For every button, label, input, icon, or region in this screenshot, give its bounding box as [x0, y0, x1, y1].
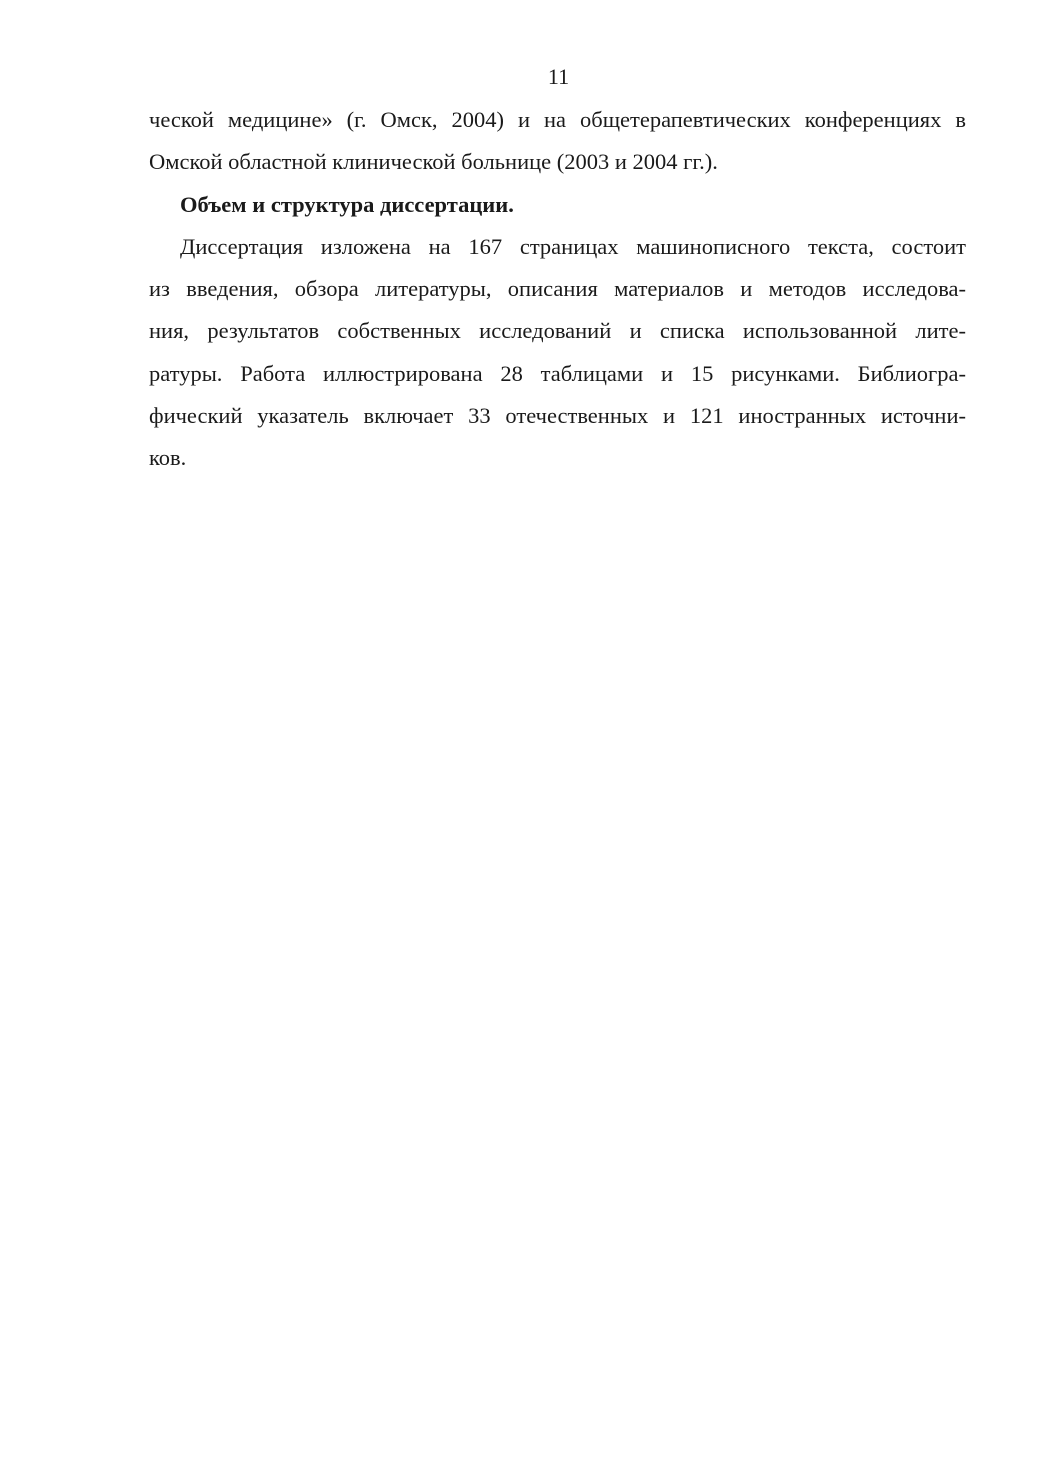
paragraph-structure: [149, 226, 966, 480]
text-line: ков.: [149, 445, 187, 471]
document-body: [149, 99, 966, 480]
page-number: 11: [547, 64, 570, 89]
text-line: из введения, обзора литературы, описания материалов и методов исследова-: [149, 276, 966, 302]
text-line: ческой медицине» (г. Омск, 2004) и на общетерапевтических конференциях в: [149, 107, 966, 132]
text-line: Диссертация изложена на 167 страницах машинописного текста, состоит: [180, 233, 966, 259]
text-line: ния, результатов собственных исследований и списка использованной лите-: [149, 318, 966, 344]
text-line: ратуры. Работа иллюстрирована 28 таблицами и 15 рисунками. Библиогра-: [149, 360, 966, 386]
section-heading: Объем и структура диссертации.: [180, 191, 514, 217]
text-line: фический указатель включает 33 отечественных и 121 иностранных источни-: [149, 403, 966, 429]
paragraph-conferences: [149, 99, 966, 184]
text-line: Омской областной клинической больнице (2003 и 2004 гг.).: [149, 149, 718, 175]
